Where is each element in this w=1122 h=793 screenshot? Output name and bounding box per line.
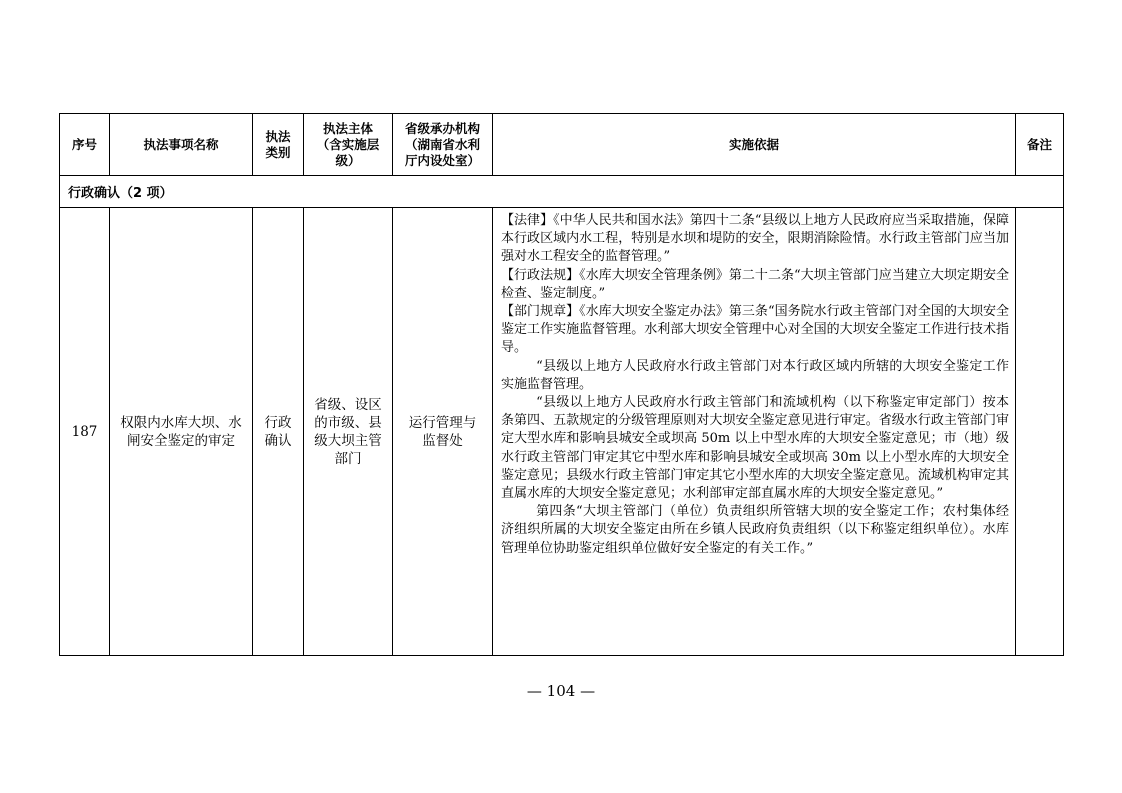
header-remark: 备注	[1016, 114, 1064, 176]
header-seq: 序号	[60, 114, 110, 176]
header-agency: 省级承办机构（湖南省水利厅内设处室）	[393, 114, 493, 176]
cell-agency: 运行管理与监督处	[393, 208, 493, 656]
cell-subject: 省级、设区的市级、县级大坝主管部门	[304, 208, 393, 656]
table-row	[60, 208, 1064, 656]
header-subject: 执法主体（含实施层级）	[304, 114, 393, 176]
basis-paragraph: “县级以上地方人民政府水行政主管部门和流域机构（以下称鉴定审定部门）按本条第四、五款规定的分级管理原则对大坝安全鉴定意见进行审定。省级水行政主管部门审定大型水库和影响县城安全或坝高 50m 以上中型水库的大坝安全鉴定意见；市（地）级水行政主管部门审定其它中型水库和影响县城安全或坝高 30m 以上小型水库的大坝安全鉴定意见；县级水行政主管部门审定其它小型水库的大坝安全鉴定意见。流域机构审定其直属水库的大坝安全鉴定意见；水利部审定部直属水库的大坝安全鉴定意见。”	[501, 395, 1009, 502]
header-name: 执法事项名称	[110, 114, 253, 176]
cell-seq: 187	[60, 208, 110, 656]
header-basis: 实施依据	[493, 114, 1016, 176]
basis-paragraph: 【行政法规】《水库大坝安全管理条例》第二十二条“大坝主管部门应当建立大坝定期安全检查、鉴定制度。”	[501, 267, 1009, 301]
cell-category: 行政确认	[253, 208, 304, 656]
table-header-row	[60, 114, 1064, 176]
cell-basis	[493, 208, 1016, 656]
cell-remark	[1016, 208, 1064, 656]
cell-name: 权限内水库大坝、水闸安全鉴定的审定	[110, 208, 253, 656]
section-row	[60, 176, 1064, 208]
enforcement-table	[59, 113, 1064, 656]
page-number: — 104 —	[526, 682, 596, 700]
basis-paragraph: 第四条“大坝主管部门（单位）负责组织所管辖大坝的安全鉴定工作；农村集体经济组织所属的大坝安全鉴定由所在乡镇人民政府负责组织（以下称鉴定组织单位）。水库管理单位协助鉴定组织单位做好安全鉴定的有关工作。”	[501, 504, 1009, 556]
header-category: 执法类别	[253, 114, 304, 176]
basis-paragraph: “县级以上地方人民政府水行政主管部门对本行政区域内所辖的大坝安全鉴定工作实施监督管理。	[501, 358, 1009, 392]
basis-paragraph: 【法律】《中华人民共和国水法》第四十二条“县级以上地方人民政府应当采取措施，保障本行政区域内水工程，特别是水坝和堤防的安全，限期消除险情。水行政主管部门应当加强对水工程安全的监督管理。”	[501, 213, 1009, 265]
basis-paragraph: 【部门规章】《水库大坝安全鉴定办法》第三条“国务院水行政主管部门对全国的大坝安全鉴定工作实施监督管理。水利部大坝安全管理中心对全国的大坝安全鉴定工作进行技术指导。	[501, 304, 1009, 356]
section-title: 行政确认（2 项）	[60, 176, 1064, 208]
